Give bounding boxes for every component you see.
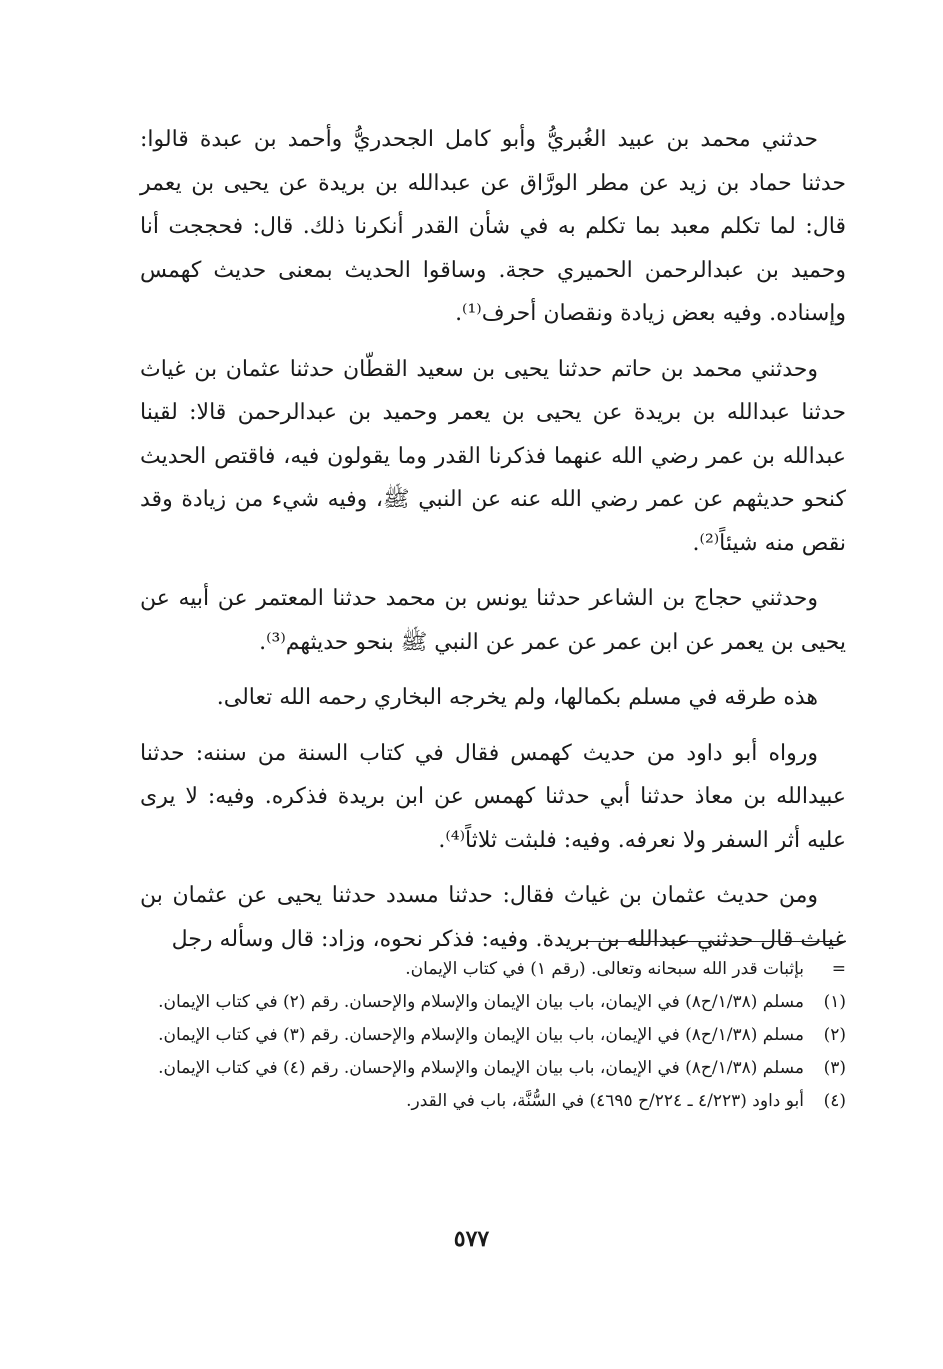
footnote-4 bbox=[140, 1088, 846, 1114]
footnote-marker: = bbox=[831, 959, 846, 979]
footnote-text: أبو داود (٤/٢٢٣ ـ ٢٢٤/ح ٤٦٩٥) في السُّنَّة، باب في القدر. bbox=[406, 1091, 804, 1111]
footnote-marker: (٣) bbox=[823, 1058, 846, 1078]
paragraph-1: حدثني محمد بن عبيد الغُبريُّ وأبو كامل الجحدريُّ وأحمد بن عبدة قالوا: حدثنا حماد بن زيد عن مطر الورَّاق عن عبدالله بن بريدة عن يحيى بن يعمر قال: لما تكلم معبد بما تكلم به في شأن القدر أنكرنا ذلك. قال: فحججت أنا وحميد بن عبدالرحمن الحميري حجة. وساقوا الحديث بمعنى حديث كهمس وإسناده. وفيه بعض زيادة ونقصان أحرف⁽¹⁾. bbox=[140, 127, 846, 326]
footnote-text: مسلم (١/٣٨/ح٨) في الإيمان، باب بيان الإيمان والإسلام والإحسان. رقم (٤) في كتاب الإيمان. bbox=[158, 1058, 804, 1078]
page-number: ٥٧٧ bbox=[453, 1226, 490, 1252]
footnote-continuation bbox=[140, 956, 846, 982]
paragraph-4: هذه طرقه في مسلم بكمالها، ولم يخرجه البخاري رحمه الله تعالى. bbox=[216, 685, 818, 710]
footnote-2 bbox=[140, 1022, 846, 1048]
footnote-1 bbox=[140, 989, 846, 1015]
footnote-marker: (٤) bbox=[823, 1091, 846, 1111]
main-text bbox=[140, 118, 846, 973]
paragraph-6: ومن حديث عثمان بن غياث فقال: حدثنا مسدد حدثنا يحيى عن عثمان بن غياث قال حدثني عبدالله بن بريدة. وفيه: فذكر نحوه، وزاد: قال وسأله رجل bbox=[140, 883, 846, 952]
footnote-marker: (٢) bbox=[823, 1025, 846, 1045]
footnote-3 bbox=[140, 1055, 846, 1081]
footnote-marker: (١) bbox=[823, 992, 846, 1012]
paragraph-3: وحدثني حجاج بن الشاعر حدثنا يونس بن محمد حدثنا المعتمر عن أبيه عن يحيى بن يعمر عن ابن عمر عن عمر عن النبي ﷺ بنحو حديثهم⁽³⁾. bbox=[140, 586, 846, 655]
footnote-text: بإثبات قدر الله سبحانه وتعالى. (رقم ١) في كتاب الإيمان. bbox=[405, 959, 804, 979]
paragraph-5: ورواه أبو داود من حديث كهمس فقال في كتاب السنة من سننه: حدثنا عبيدالله بن معاذ حدثنا أبي حدثنا كهمس عن ابن بريدة فذكره. وفيه: لا يرى عليه أثر السفر ولا نعرفه. وفيه: فلبثت ثلاثاً⁽⁴⁾. bbox=[140, 740, 846, 853]
paragraph-2: وحدثني محمد بن حاتم حدثنا يحيى بن سعيد القطّان حدثنا عثمان بن غياث حدثنا عبدالله بن بريدة عن يحيى بن يعمر وحميد بن عبدالرحمن قالا: لقينا عبدالله بن عمر رضي الله عنهما فذكرنا القدر وما يقولون فيه، فاقتص الحديث كنحو حديثهم عن عمر رضي الله عنه عن النبي ﷺ، وفيه شيء من زيادة وقد نقص منه شيئاً⁽²⁾. bbox=[140, 356, 846, 556]
footnote-separator bbox=[586, 941, 846, 942]
footnote-text: مسلم (١/٣٨/ح٨) في الإيمان، باب بيان الإيمان والإسلام والإحسان. رقم (٢) في كتاب الإيمان. bbox=[158, 992, 804, 1012]
footnotes bbox=[140, 956, 846, 1121]
footnote-text: مسلم (١/٣٨/ح٨) في الإيمان، باب بيان الإيمان والإسلام والإحسان. رقم (٣) في كتاب الإيمان. bbox=[158, 1025, 804, 1045]
